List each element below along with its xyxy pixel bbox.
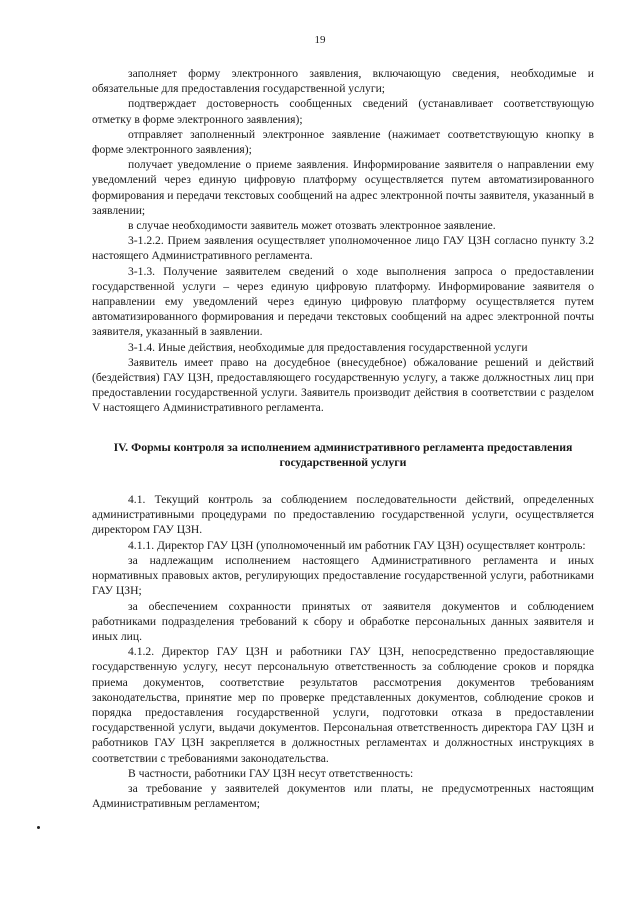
section-heading: IV. Формы контроля за исполнением административного регламента предоставления государственной услуги: [113, 439, 573, 469]
paragraph: 3-1.3. Получение заявителем сведений о ходе выполнения запроса о предоставлении государственной услуги – через единую цифровую платформу. Информирование заявителя о направлении ему уведомлений через единую цифровую платформу осуществляется путем автоматизированного формирования и передачи текстовых сообщений на адрес электронной почты заявителя, указанный в заявлении.: [92, 264, 594, 339]
paragraph: В частности, работники ГАУ ЦЗН несут ответственность:: [128, 766, 414, 780]
document-body: [92, 66, 594, 811]
paragraph: в случае необходимости заявитель может отозвать электронное заявление.: [128, 219, 496, 233]
page-number: 19: [314, 34, 326, 46]
paragraph: за обеспечением сохранности принятых от заявителя документов и соблюдением работниками подразделения требований к сбору и обработке персональных данных заявителя и иных лиц.: [92, 599, 594, 643]
margin-dot: [37, 826, 40, 829]
paragraph: 4.1.2. Директор ГАУ ЦЗН и работники ГАУ ЦЗН, непосредственно предоставляющие государственную услугу, несут персональную ответственность за соблюдение сроков и порядка приема документов, соответствие результатов рассмотрения документов требованиям законодательства, принятие мер по проверке представленных документов, соблюдение сроков и порядка предоставления государственной услуги, подготовки отказа в предоставлении государственной услуги, выдачи документов. Персональная ответственность директора ГАУ ЦЗН и работников ГАУ ЦЗН закрепляется в должностных регламентах и должностных инструкциях в соответствии с требованиями законодательства.: [92, 645, 594, 765]
paragraph: получает уведомление о приеме заявления. Информирование заявителя о направлении ему уведомлений через единую цифровую платформу осуществляется путем автоматизированного формирования и передачи текстовых сообщений на адрес электронной почты заявителя, указанный в заявлении;: [92, 158, 594, 217]
paragraph: 3-1.2.2. Прием заявления осуществляет уполномоченное лицо ГАУ ЦЗН согласно пункту 3.2 настоящего Административного регламента.: [92, 234, 594, 263]
paragraph: 4.1. Текущий контроль за соблюдением последовательности действий, определенных административными процедурами по предоставлению государственной услуги, осуществляется директором ГАУ ЦЗН.: [92, 493, 594, 537]
paragraph: отправляет заполненный электронное заявление (нажимает соответствующую кнопку в форме электронного заявления);: [92, 127, 594, 157]
paragraph: 3-1.4. Иные действия, необходимые для предоставления государственной услуги: [128, 340, 528, 354]
paragraph: за требование у заявителей документов или платы, не предусмотренных настоящим Административным регламентом;: [92, 781, 594, 811]
paragraph: 4.1.1. Директор ГАУ ЦЗН (уполномоченный им работник ГАУ ЦЗН) осуществляет контроль:: [128, 538, 586, 552]
paragraph: заполняет форму электронного заявления, включающую сведения, необходимые и обязательные для предоставления государственной услуги;: [92, 67, 594, 96]
paragraph: Заявитель имеет право на досудебное (внесудебное) обжалование решений и действий (бездействия) ГАУ ЦЗН, предоставляющего государственную услугу, а также должностных лиц при предоставлении государственной услуги. Заявитель производит действия в соответствии с разделом V настоящего Административного регламента.: [92, 355, 594, 415]
paragraph: за надлежащим исполнением настоящего Административного регламента и иных нормативных правовых актов, регулирующих предоставление государственной услуги, работниками ГАУ ЦЗН;: [92, 553, 594, 598]
paragraph: подтверждает достоверность сообщенных сведений (устанавливает соответствующую отметку в форме электронного заявления);: [92, 97, 594, 126]
